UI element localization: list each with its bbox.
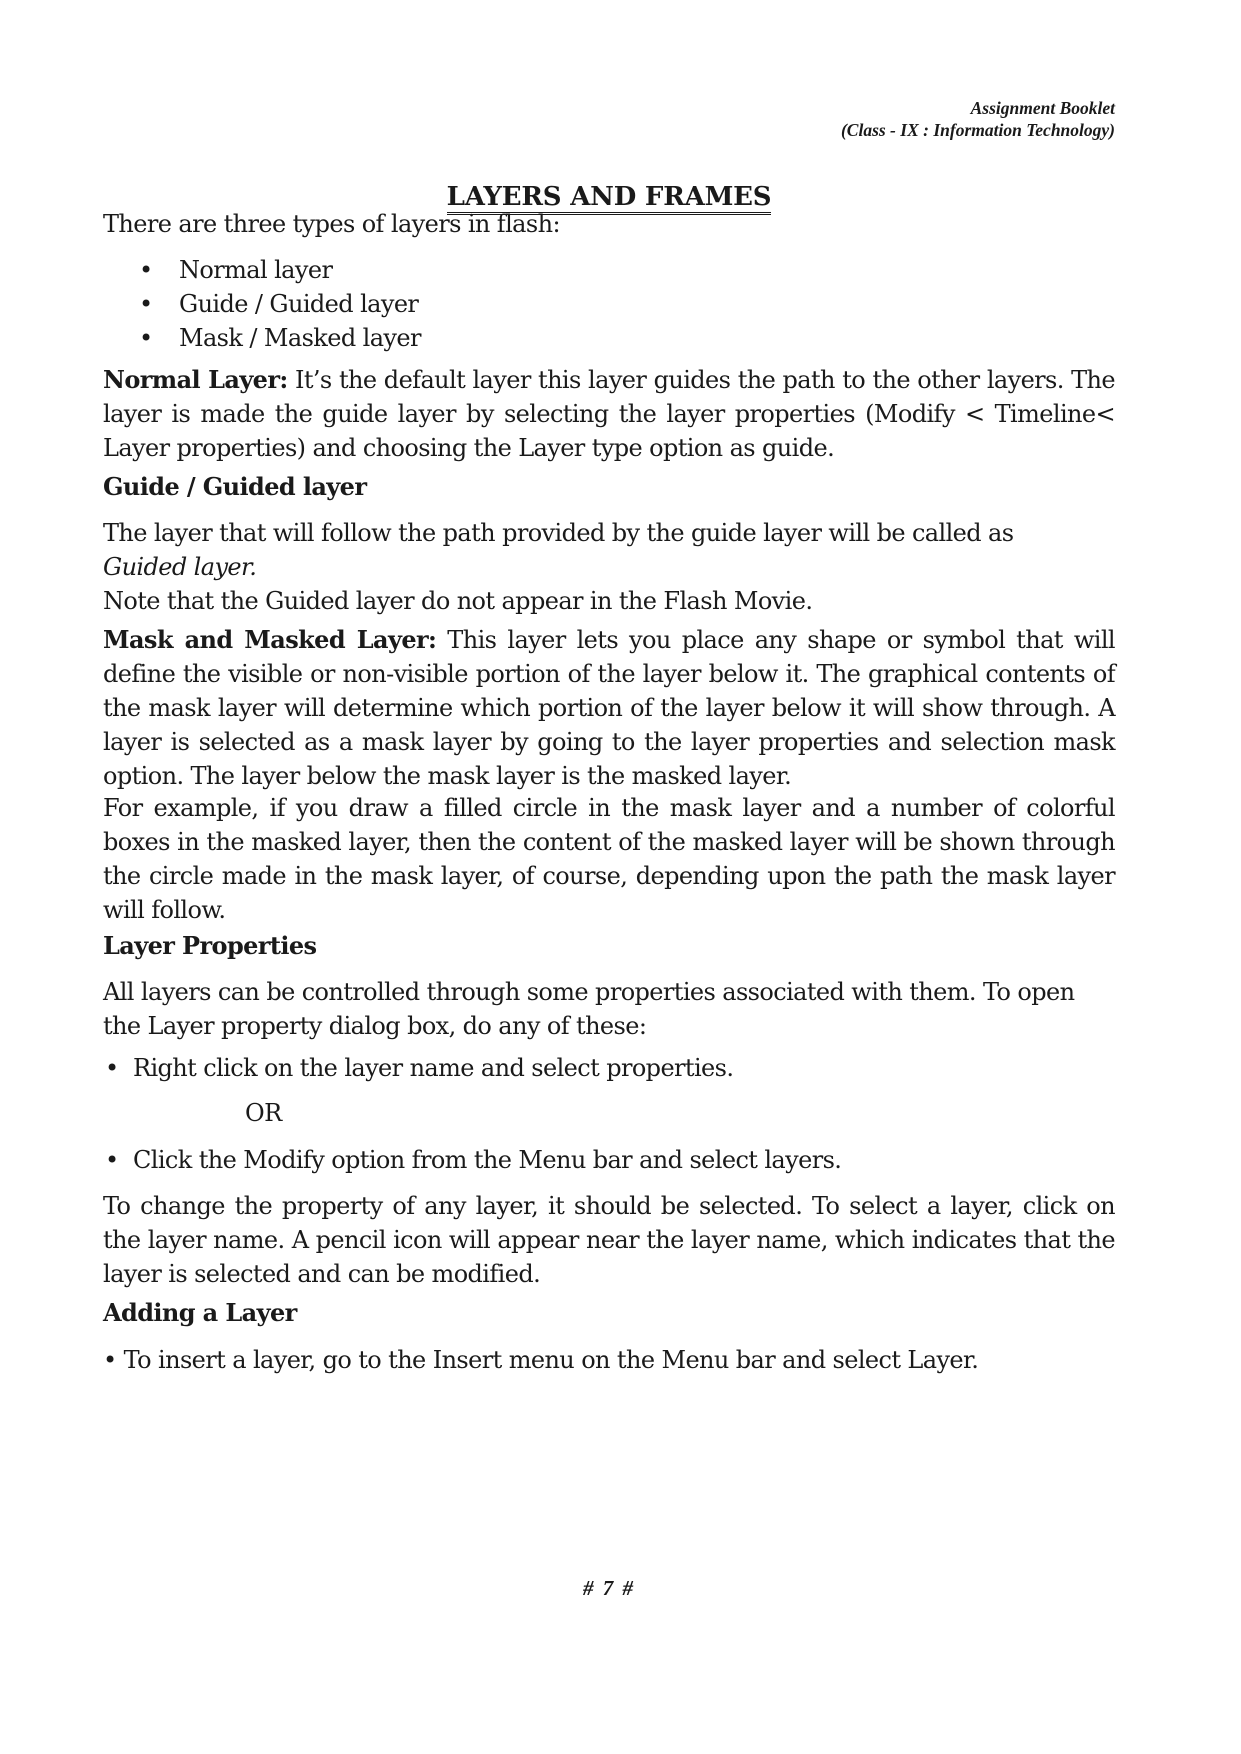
adding-layer-item: [103, 1343, 1115, 1377]
layer-properties-intro: All layers can be controlled through some properties associated with them. To open the Layer property dialog box, do any of these:: [103, 978, 1075, 1040]
properties-option-2: [103, 1143, 1115, 1177]
properties-option-1-text: Right click on the layer name and select properties.: [133, 1054, 734, 1082]
normal-layer-heading: Normal Layer:: [103, 365, 288, 394]
header-booklet-title: Assignment Booklet: [970, 98, 1115, 118]
list-item: • Mask / Masked layer: [139, 321, 421, 355]
mask-layer-heading: Mask and Masked Layer:: [103, 625, 437, 654]
properties-option-2-text: Click the Modify option from the Menu bar and select layers.: [133, 1146, 842, 1174]
bullet-icon: •: [105, 1146, 119, 1174]
mask-layer-paragraph: [103, 623, 1115, 793]
adding-layer-heading: Adding a Layer: [103, 1298, 297, 1327]
page-number: # 7 #: [583, 1576, 635, 1600]
guide-layer-line-1: The layer that will follow the path provided by the guide layer will be called as: [103, 519, 1014, 547]
list-item: • Guide / Guided layer: [139, 287, 421, 321]
header-class-subject: (Class - IX : Information Technology): [840, 120, 1115, 140]
page-title-text: LAYERS AND FRAMES: [447, 182, 772, 215]
example-paragraph: For example, if you draw a filled circle in the mask layer and a number of colorful boxes in the masked layer, then the content of the masked layer will be shown through the circle made in the mask layer, of course, depending upon the path the mask layer will follow.: [103, 794, 1115, 924]
normal-layer-paragraph: [103, 363, 1115, 465]
page-header: [841, 97, 1115, 141]
layer-properties-heading: Layer Properties: [103, 931, 317, 960]
bullet-icon: •: [105, 1054, 119, 1082]
guide-layer-line-2: Guided layer.: [103, 553, 257, 581]
adding-layer-item-text: To insert a layer, go to the Insert menu on the Menu bar and select Layer.: [123, 1346, 979, 1374]
or-separator: OR: [245, 1099, 282, 1127]
list-item: • Normal layer: [139, 253, 421, 287]
change-property-paragraph: To change the property of any layer, it should be selected. To select a layer, click on the layer name. A pencil icon will appear near the layer name, which indicates that the layer is selected and can be modified.: [103, 1192, 1115, 1288]
guide-layer-line-3: Note that the Guided layer do not appear in the Flash Movie.: [103, 587, 813, 615]
properties-option-1: [103, 1051, 1115, 1085]
document-page: [103, 0, 1115, 1754]
layer-types-list: [139, 253, 421, 355]
guide-layer-heading: Guide / Guided layer: [103, 472, 367, 501]
normal-layer-body: It’s the default layer this layer guides the path to the other layers. The layer is made the guide layer by selecting the layer properties (Modify < Timeline< Layer properties) and choosing the Layer type option as guide.: [103, 366, 1115, 462]
mask-layer-body: This layer lets you place any shape or symbol that will define the visible or non-visible portion of the layer below it. The graphical contents of the mask layer will determine which portion of the layer below it will show through. A layer is selected as a mask layer by going to the layer properties and selection mask option. The layer below the mask layer is the masked layer.: [103, 626, 1115, 790]
guide-layer-paragraph: [103, 516, 1115, 618]
intro-text: There are three types of layers in flash:: [103, 210, 560, 238]
bullet-icon: •: [103, 1346, 124, 1374]
